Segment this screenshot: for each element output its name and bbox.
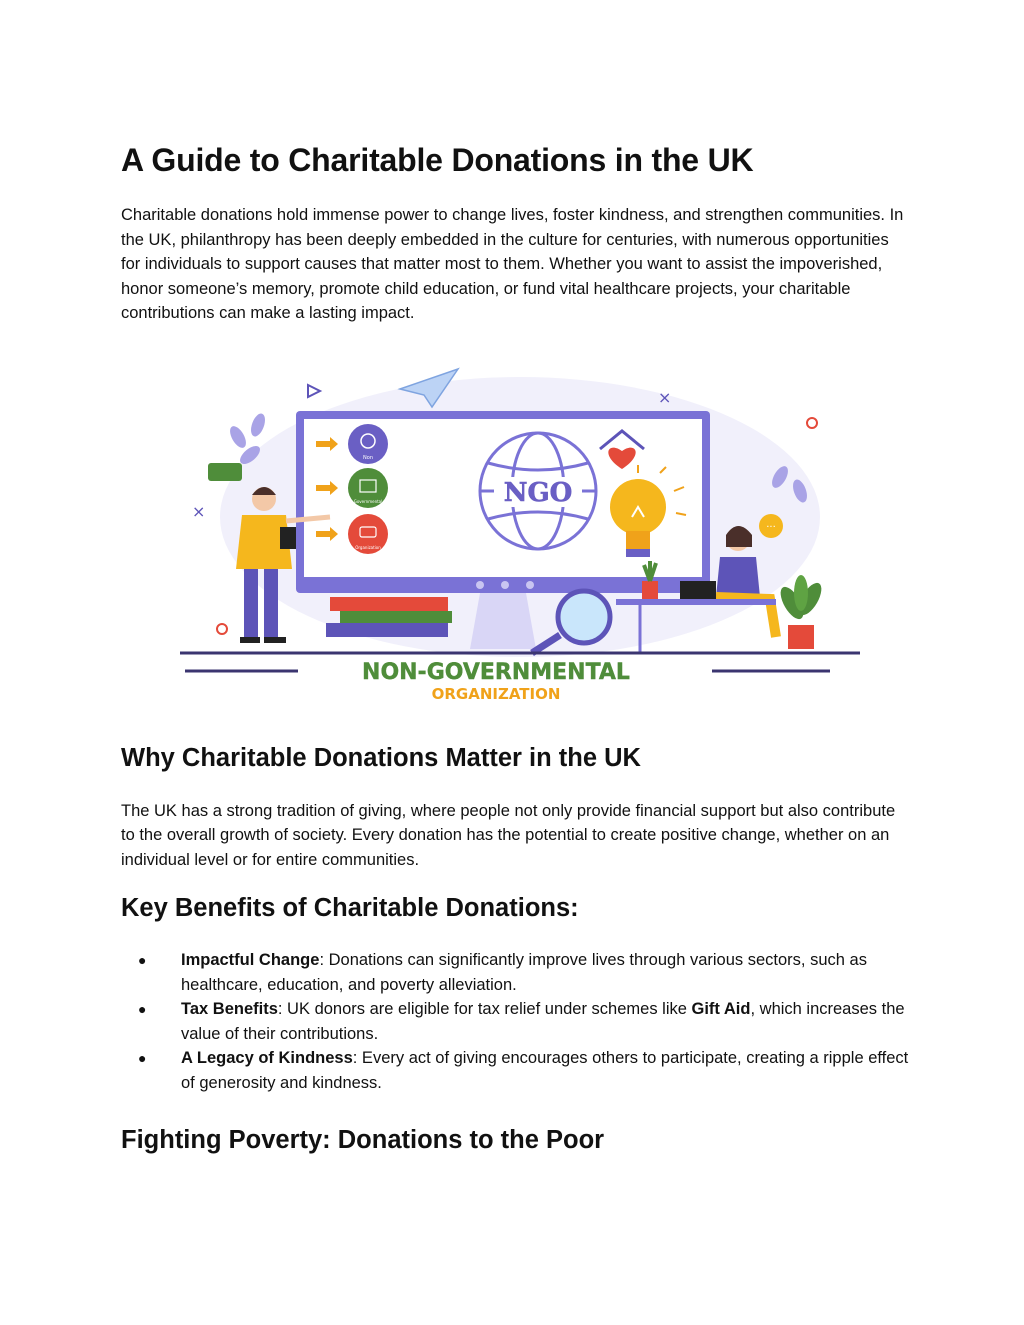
list-item xyxy=(121,997,911,1046)
list-item xyxy=(121,948,911,997)
triangle-icon xyxy=(308,385,320,397)
list-item-text: : UK donors are eligible for tax relief under schemes like xyxy=(277,1000,692,1018)
bullet-icon: ● xyxy=(138,1050,147,1066)
books-stack xyxy=(326,597,452,637)
desk xyxy=(616,599,776,605)
list-item-text-continued: , which increases the value of their contributions. xyxy=(181,1000,905,1043)
section-paragraph-why: The UK has a strong tradition of giving, where people not only provide financial support but also contribute to the overall growth of society. Every donation has the potential to create positive change, whether on an individual level or for entire communities. xyxy=(121,801,896,869)
document-content xyxy=(121,140,911,1156)
list-item-text: : Donations can significantly improve lives through various sectors, such as healthcare, education, and poverty alleviation. xyxy=(181,951,867,994)
svg-text:···: ··· xyxy=(766,521,776,533)
ngo-badge-text: NGO xyxy=(503,477,573,508)
illustration-heading-line1: NON-GOVERNMENTAL xyxy=(362,659,630,685)
list-item-term-inline: Gift Aid xyxy=(691,1000,751,1018)
cross-icon-left: × xyxy=(192,501,206,521)
list-item-term: Impactful Change xyxy=(181,951,320,969)
list-item-term: A Legacy of Kindness xyxy=(181,1049,353,1067)
organization-circle-label: Organization xyxy=(355,544,381,550)
list-item xyxy=(121,1046,911,1095)
section-heading-benefits: Key Benefits of Charitable Donations: xyxy=(121,894,579,922)
intro-paragraph: Charitable donations hold immense power to change lives, foster kindness, and strengthen communities. In the UK, philanthropy has been deeply embedded in the culture for centuries, with numerous opportunities for individuals to support causes that matter most to them. Whether you want to assist the impoverished, honor someone’s memory, promote child education, or fund vital healthcare projects, your charitable contributions can make a lasting impact. xyxy=(121,206,904,322)
potted-plant-icon xyxy=(776,575,826,649)
benefits-list xyxy=(121,948,911,1095)
section-heading-why: Why Charitable Donations Matter in the UK xyxy=(121,743,641,772)
list-item-term: Tax Benefits xyxy=(181,1000,278,1018)
monitor-stand xyxy=(470,593,536,649)
ngo-illustration xyxy=(180,367,860,707)
ring-icon xyxy=(807,418,817,428)
non-circle-label: Non xyxy=(363,454,373,461)
governmental-circle-label: Governmental xyxy=(353,498,383,504)
bullet-icon: ● xyxy=(138,1001,147,1017)
illustration-heading-line2: ORGANIZATION xyxy=(431,684,561,703)
list-item-text: : Every act of giving encourages others to participate, creating a ripple effect of generosity and kindness. xyxy=(181,1049,909,1092)
ring-icon-left xyxy=(217,624,227,634)
section-heading-poverty: Fighting Poverty: Donations to the Poor xyxy=(121,1126,605,1154)
cross-icon: × xyxy=(658,387,672,407)
bullet-icon: ● xyxy=(138,952,147,968)
speech-bubble-left xyxy=(208,463,242,481)
page-title: A Guide to Charitable Donations in the UK xyxy=(121,142,754,178)
